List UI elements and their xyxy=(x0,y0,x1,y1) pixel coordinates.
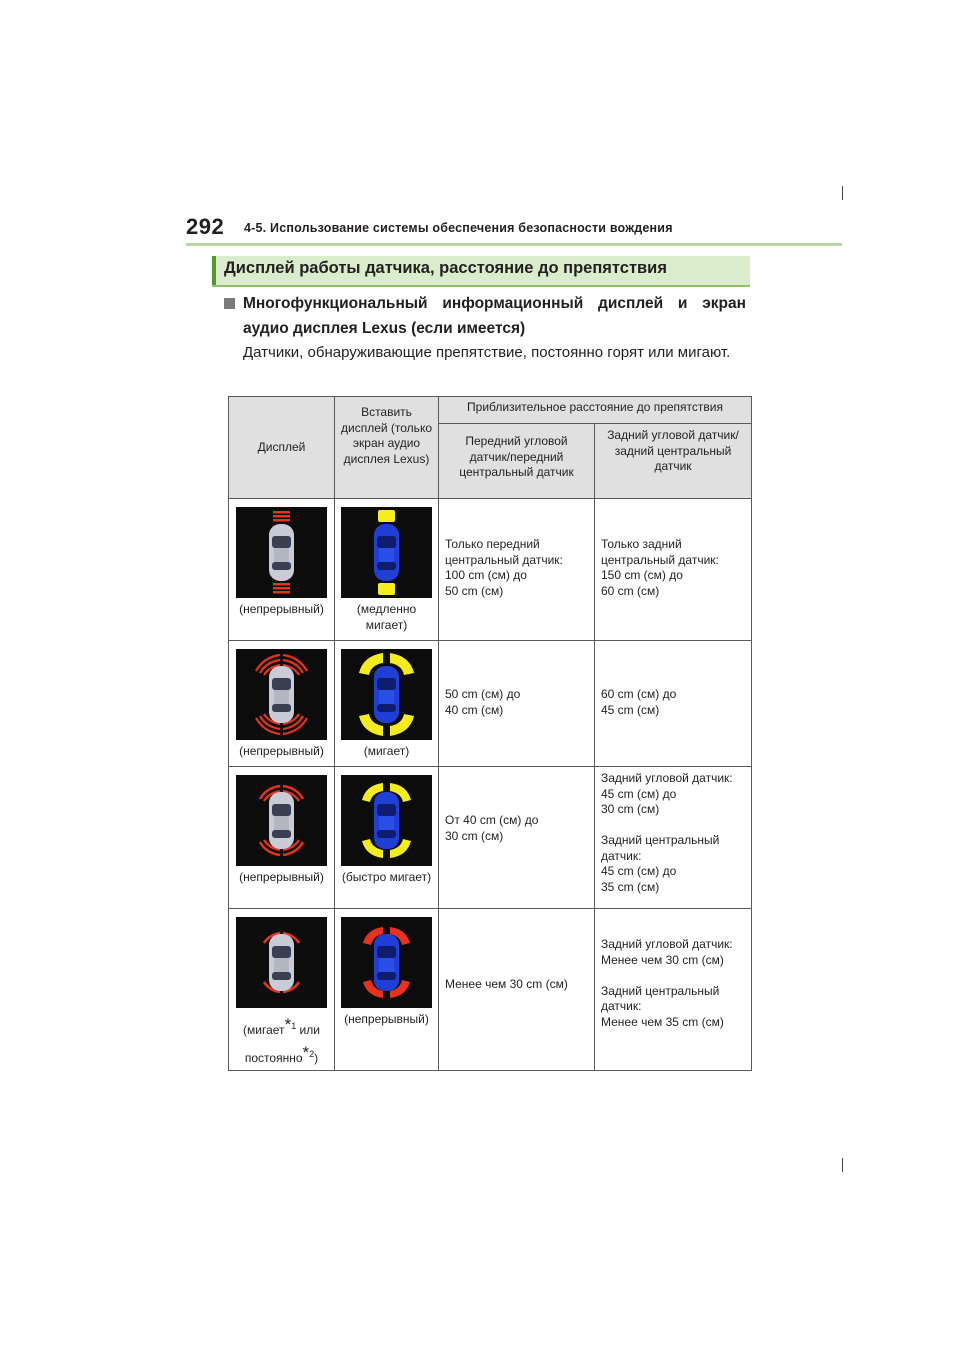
insert-display-image xyxy=(341,649,432,740)
display-cell xyxy=(229,909,335,1071)
crop-mark-top xyxy=(842,186,843,200)
header-rule xyxy=(186,243,842,246)
insert-cell xyxy=(335,909,439,1071)
header-rear-sensor: Задний угловой датчик/ задний центральный датчик xyxy=(595,424,752,499)
insert-display-image xyxy=(341,775,432,866)
rear-distance-text: Задний угловой датчик: Менее чем 30 cm (см) Задний центральный датчик: Менее чем 35 cm (см) xyxy=(601,937,733,1029)
body-paragraph: Датчики, обнаруживающие препятствие, постоянно горят или мигают. xyxy=(243,344,731,361)
insert-caption: (медленно мигает) xyxy=(356,602,417,632)
header-distance: Приблизительное расстояние до препятствия xyxy=(439,397,752,424)
front-distance-text: 50 cm (см) до 40 cm (см) xyxy=(445,687,521,717)
rear-distance-text: Задний угловой датчик: 45 cm (см) до 30 cm (см) Задний центральный датчик: 45 cm (см) до 35 cm (см) xyxy=(601,771,733,894)
insert-caption: (мигает) xyxy=(363,744,410,758)
front-distance-cell xyxy=(439,499,595,641)
rear-distance-text: 60 cm (см) до 45 cm (см) xyxy=(601,687,677,717)
table-row xyxy=(229,499,752,641)
display-cell xyxy=(229,767,335,909)
header-display: Дисплей xyxy=(229,397,335,499)
display-caption: (мигает*$^1$ или постоянно*$^2$) xyxy=(243,1015,320,1065)
display-caption: (непрерывный) xyxy=(239,602,324,616)
table-row xyxy=(229,767,752,909)
footnote-ref-1: 1 xyxy=(291,1021,297,1031)
header-insert: Вставить дисплей (только экран аудио дисплея Lexus) xyxy=(335,397,439,499)
caption-part: (мигает xyxy=(243,1023,285,1037)
footnote-ref-2: 2 xyxy=(309,1049,315,1059)
front-distance-text: Менее чем 30 cm (см) xyxy=(445,977,568,991)
table-row xyxy=(229,641,752,767)
page-number: 292 xyxy=(186,214,225,239)
sensor-display-image xyxy=(236,649,327,740)
sensor-distance-table xyxy=(228,396,752,1071)
front-distance-text: От 40 cm (см) до 30 cm (см) xyxy=(445,813,539,843)
section-banner-accent xyxy=(212,256,216,285)
insert-display-image xyxy=(341,917,432,1008)
header-front-sensor: Передний угловой датчик/передний центральный датчик xyxy=(439,424,595,499)
front-distance-text: Только передний центральный датчик: 100 cm (см) до 50 cm (см) xyxy=(445,537,563,598)
rear-distance-cell xyxy=(595,767,752,909)
rear-distance-cell xyxy=(595,499,752,641)
insert-cell xyxy=(335,499,439,641)
front-distance-cell xyxy=(439,641,595,767)
display-cell xyxy=(229,641,335,767)
insert-display-image xyxy=(341,507,432,598)
insert-cell xyxy=(335,641,439,767)
subheading: Многофункциональный информационный дисплей и экран аудио дисплея Lexus (если имеется) xyxy=(243,295,746,337)
crop-mark-bottom xyxy=(842,1158,843,1172)
sensor-display-image xyxy=(236,775,327,866)
sensor-display-image xyxy=(236,917,327,1008)
display-caption: (непрерывный) xyxy=(239,744,324,758)
sensor-display-image xyxy=(236,507,327,598)
display-cell xyxy=(229,499,335,641)
insert-caption: (непрерывный) xyxy=(344,1012,429,1026)
caption-part: ) xyxy=(314,1051,319,1065)
insert-caption: (быстро мигает) xyxy=(341,870,432,884)
chapter-title: 4-5. Использование системы обеспечения безопасности вождения xyxy=(244,221,673,235)
display-caption: (непрерывный) xyxy=(239,870,324,884)
section-title: Дисплей работы датчика, расстояние до препятствия xyxy=(224,259,667,277)
insert-cell xyxy=(335,767,439,909)
table-row xyxy=(229,909,752,1071)
bullet-square-icon xyxy=(224,298,235,309)
rear-distance-cell xyxy=(595,641,752,767)
front-distance-cell xyxy=(439,909,595,1071)
rear-distance-cell xyxy=(595,909,752,1071)
caption-part: или постоянно xyxy=(244,1023,320,1065)
front-distance-cell xyxy=(439,767,595,909)
rear-distance-text: Только задний центральный датчик: 150 cm (см) до 60 cm (см) xyxy=(601,537,719,598)
